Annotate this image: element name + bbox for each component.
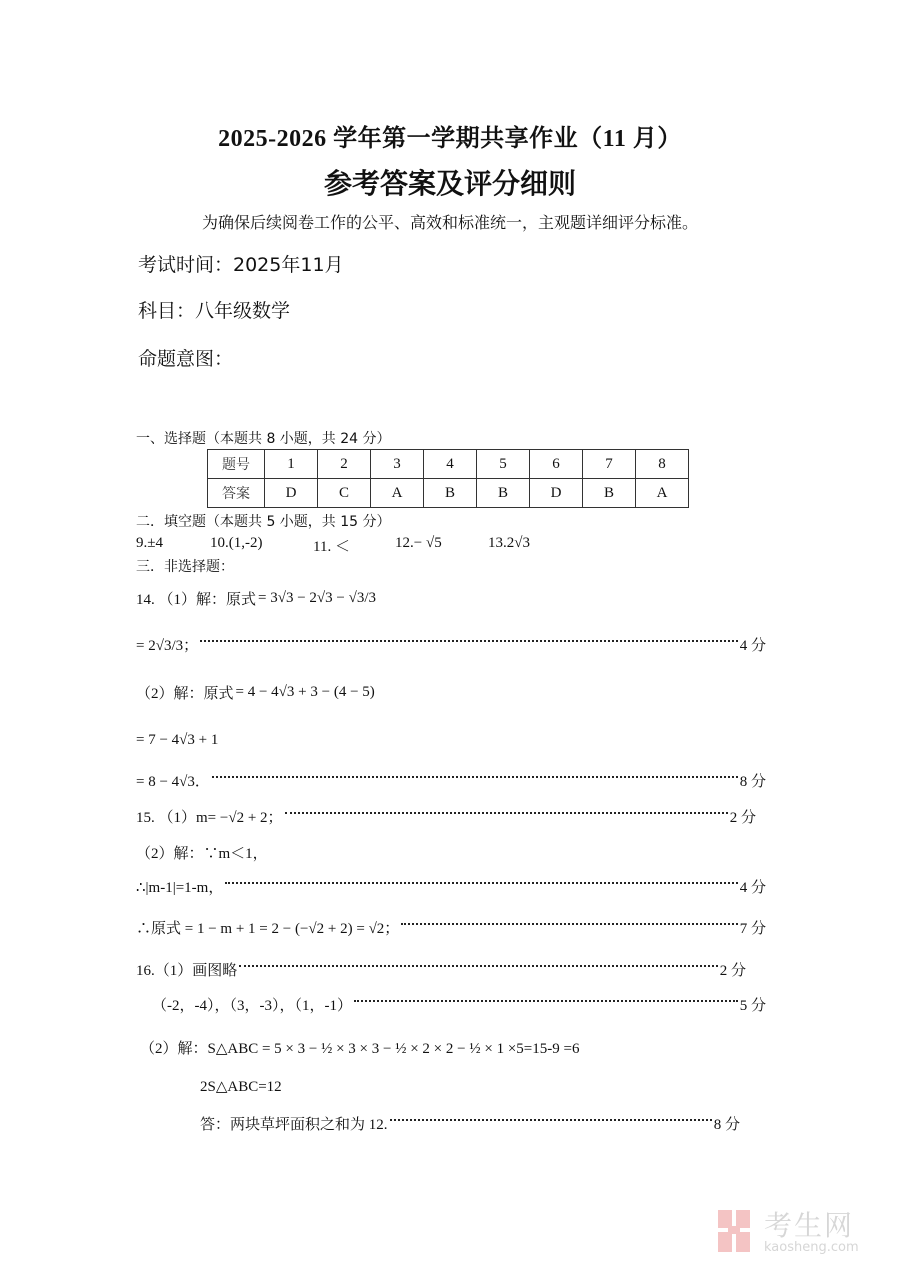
score: 8 分 bbox=[713, 1117, 740, 1133]
q14-p1-label: 14. （1）解：原式 bbox=[136, 592, 257, 608]
item-answer: ±4 bbox=[147, 535, 163, 551]
q15-p2-text: ∴|m-1|=1-m， bbox=[136, 880, 224, 896]
table-row-answers bbox=[208, 479, 689, 508]
q14-p2-step-text: = 7 − 4√3 + 1 bbox=[136, 732, 219, 748]
answer-cell: D bbox=[530, 479, 583, 508]
item-label: 11. bbox=[313, 539, 332, 555]
q16-coords-text: （-2，-4），（3，-3），（1，-1） bbox=[152, 998, 352, 1014]
q14-p1-result: = 2√3/3； bbox=[136, 638, 199, 654]
answer-cell: C bbox=[318, 479, 371, 508]
item-label: 10. bbox=[210, 535, 229, 551]
table-row-numbers bbox=[208, 450, 689, 479]
fill-item-11 bbox=[313, 535, 350, 556]
item-label: 13. bbox=[488, 535, 507, 551]
exam-time: 考试时间：2025年11月 bbox=[138, 254, 344, 276]
q14-p2-result-line bbox=[136, 770, 766, 791]
row-label: 答案 bbox=[208, 479, 265, 508]
score: 2 分 bbox=[719, 963, 746, 979]
q16-p1-text: 16.（1）画图略 bbox=[136, 963, 238, 979]
item-answer: − √5 bbox=[413, 535, 442, 551]
answer-cell: D bbox=[265, 479, 318, 508]
dot-leader bbox=[390, 1119, 712, 1121]
q16-p2-step-text: 2S△ABC=12 bbox=[200, 1079, 282, 1095]
question-number: 6 bbox=[530, 450, 583, 479]
q15-part2-line1 bbox=[136, 842, 268, 863]
q15-part2-line2 bbox=[136, 876, 766, 897]
score: 4 分 bbox=[739, 638, 766, 654]
q15-part2-line3 bbox=[136, 917, 766, 938]
item-answer: (1,-2) bbox=[228, 535, 263, 551]
answer-cell: B bbox=[477, 479, 530, 508]
item-label: 9. bbox=[136, 535, 148, 551]
q16-p2-step bbox=[200, 1077, 282, 1096]
score: 8 分 bbox=[739, 774, 766, 790]
q16-part1 bbox=[136, 959, 746, 980]
q16-answer bbox=[200, 1113, 740, 1134]
question-number: 8 bbox=[636, 450, 689, 479]
dot-leader bbox=[401, 923, 737, 925]
score: 4 分 bbox=[739, 880, 766, 896]
question-number: 3 bbox=[371, 450, 424, 479]
dot-leader bbox=[225, 882, 737, 884]
q15-p1-text: 15. （1）m= −√2 + 2； bbox=[136, 810, 283, 826]
score: 7 分 bbox=[739, 921, 766, 937]
q15-p2-text: ∴原式 = 1 − m + 1 = 2 − (−√2 + 2) = √2； bbox=[136, 921, 400, 937]
q14-p2-expression: = 4 − 4√3 + 3 − (4 − 5) bbox=[235, 684, 375, 700]
dot-leader bbox=[285, 812, 728, 814]
intent: 命题意图： bbox=[138, 348, 234, 370]
q14-p2-step bbox=[136, 732, 218, 749]
q14-p2-label: （2）解：原式 bbox=[136, 686, 234, 702]
item-label: 12. bbox=[395, 535, 414, 551]
q14-part1 bbox=[136, 588, 376, 609]
question-number: 7 bbox=[583, 450, 636, 479]
q14-p1-result-line bbox=[136, 634, 766, 655]
document-title: 2025-2026 学年第一学期共享作业（11 月） bbox=[218, 126, 682, 152]
question-number: 4 bbox=[424, 450, 477, 479]
answer-cell: A bbox=[636, 479, 689, 508]
q16-answer-text: 答：两块草坪面积之和为 12. bbox=[200, 1117, 388, 1133]
watermark-brand: 考生网 bbox=[764, 1209, 855, 1242]
fill-item-13 bbox=[488, 535, 530, 552]
answer-table bbox=[207, 449, 689, 508]
q14-p2-result: = 8 − 4√3． bbox=[136, 774, 210, 790]
section2-heading: 二．填空题（本题共 5 小题，共 15 分） bbox=[136, 514, 391, 530]
q15-part1 bbox=[136, 806, 756, 827]
fill-item-12 bbox=[395, 535, 442, 552]
answer-cell: A bbox=[371, 479, 424, 508]
dot-leader bbox=[239, 965, 717, 967]
score: 5 分 bbox=[739, 998, 766, 1014]
intro-text: 为确保后续阅卷工作的公平、高效和标准统一，主观题详细评分标准。 bbox=[201, 213, 698, 232]
dot-leader bbox=[354, 1000, 738, 1002]
row-label: 题号 bbox=[208, 450, 265, 479]
score: 2 分 bbox=[729, 810, 756, 826]
q15-p2-text: （2）解：∵m＜1， bbox=[136, 846, 268, 862]
dot-leader bbox=[200, 640, 738, 642]
section1-heading: 一、选择题（本题共 8 小题，共 24 分） bbox=[136, 431, 391, 447]
q16-p2-text: （2）解：S△ABC = 5 × 3 − ½ × 3 × 3 − ½ × 2 × 2 − ½ × 1 ×5=15-9 =6 bbox=[140, 1041, 580, 1057]
subject: 科目：八年级数学 bbox=[138, 300, 291, 322]
watermark-logo bbox=[716, 1204, 886, 1258]
fill-item-9 bbox=[136, 535, 163, 552]
q14-part2 bbox=[136, 682, 375, 703]
fill-item-10 bbox=[210, 535, 263, 552]
q16-part2 bbox=[140, 1037, 579, 1058]
dot-leader bbox=[212, 776, 738, 778]
answer-cell: B bbox=[424, 479, 477, 508]
answer-cell: B bbox=[583, 479, 636, 508]
item-answer: ＜ bbox=[334, 539, 350, 555]
document-subtitle: 参考答案及评分细则 bbox=[323, 167, 576, 200]
question-number: 5 bbox=[477, 450, 530, 479]
watermark-domain: kaosheng.com bbox=[764, 1240, 859, 1255]
question-number: 2 bbox=[318, 450, 371, 479]
item-answer: 2√3 bbox=[506, 535, 530, 551]
q14-p1-expression: = 3√3 − 2√3 − √3/3 bbox=[258, 590, 377, 606]
section3-heading: 三．非选择题： bbox=[136, 559, 234, 575]
question-number: 1 bbox=[265, 450, 318, 479]
q16-coords bbox=[152, 994, 766, 1015]
